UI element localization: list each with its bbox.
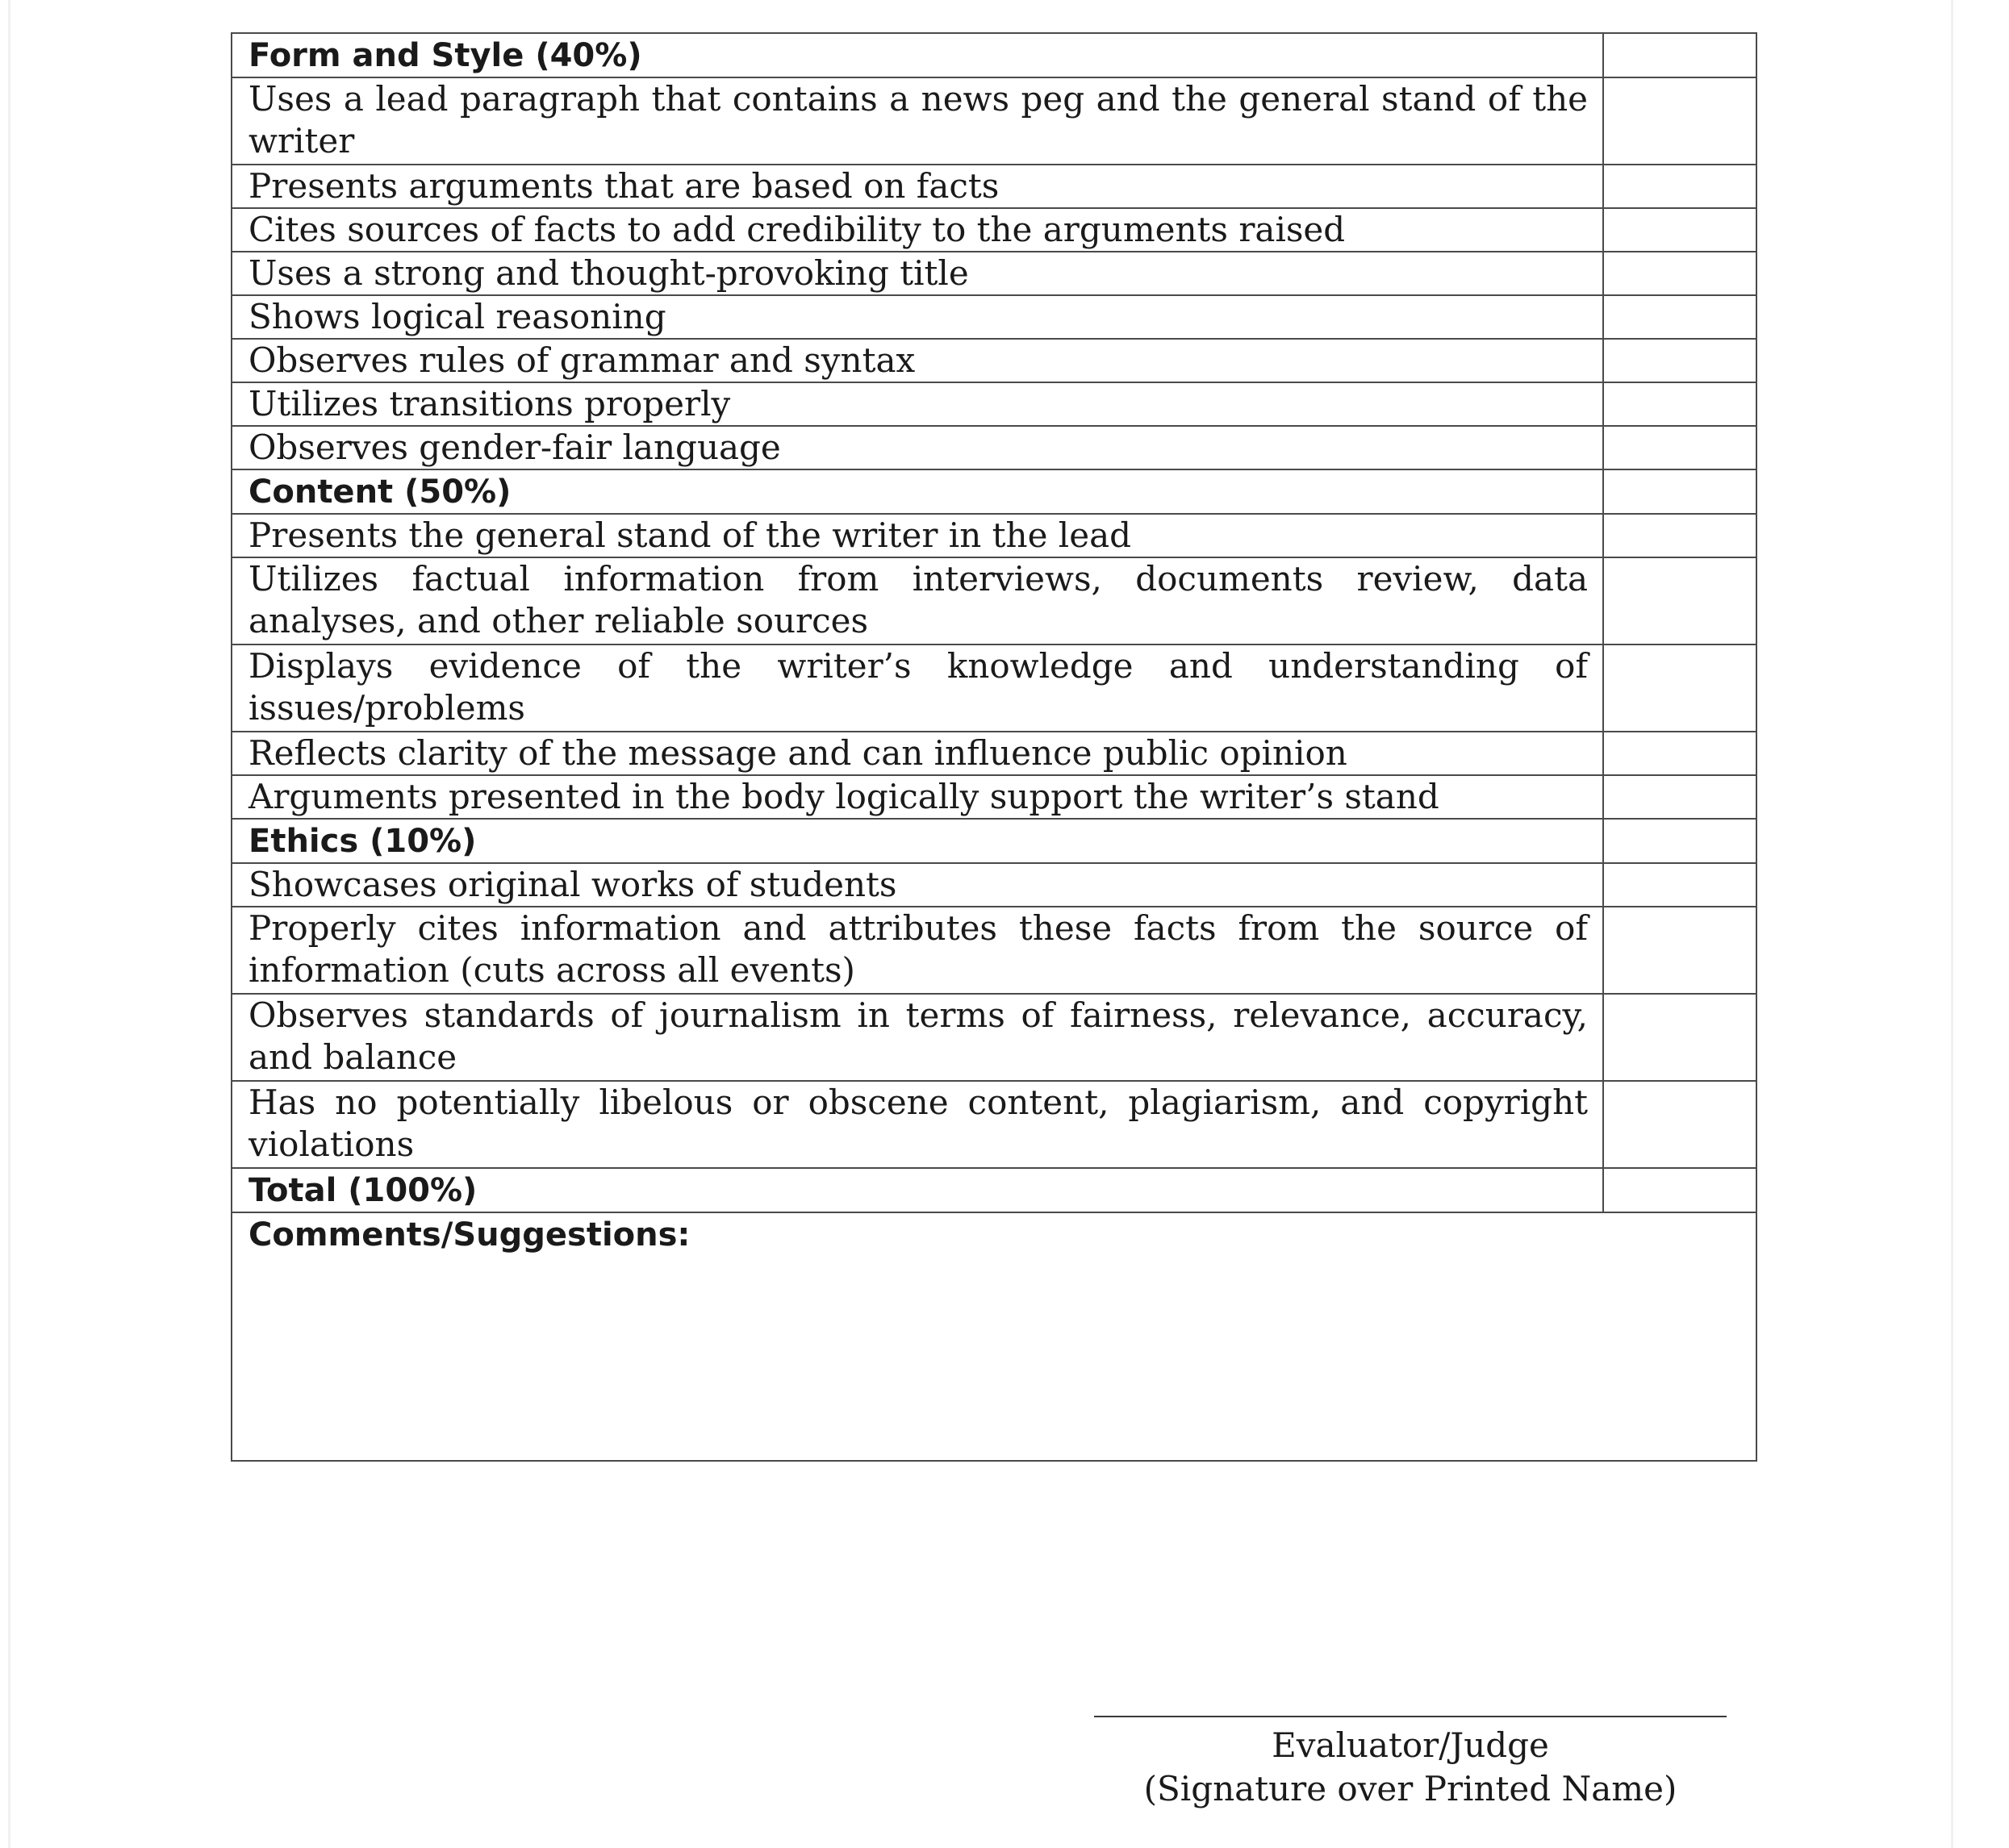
score-cell[interactable] bbox=[1603, 645, 1756, 732]
criterion-text: Reflects clarity of the message and can influence public opinion bbox=[232, 732, 1603, 775]
total-score-cell[interactable] bbox=[1603, 1168, 1756, 1212]
signature-block bbox=[1094, 1716, 1727, 1811]
score-cell[interactable] bbox=[1603, 863, 1756, 907]
criterion-row bbox=[232, 426, 1756, 469]
section-heading-row bbox=[232, 469, 1756, 514]
criterion-row bbox=[232, 775, 1756, 819]
score-cell[interactable] bbox=[1603, 994, 1756, 1081]
criterion-text: Uses a strong and thought-provoking title bbox=[232, 252, 1603, 295]
section-heading-row bbox=[232, 33, 1756, 77]
criterion-text: Showcases original works of students bbox=[232, 863, 1603, 907]
score-cell[interactable] bbox=[1603, 165, 1756, 208]
criterion-text: Utilizes factual information from interviews, documents review, data analyses, and other reliable sources bbox=[232, 557, 1603, 645]
criterion-text: Uses a lead paragraph that contains a news peg and the general stand of the writer bbox=[232, 77, 1603, 165]
score-cell[interactable] bbox=[1603, 775, 1756, 819]
score-cell[interactable] bbox=[1603, 732, 1756, 775]
criterion-row bbox=[232, 165, 1756, 208]
criterion-row bbox=[232, 339, 1756, 382]
rubric-table bbox=[231, 32, 1757, 1462]
criterion-text: Presents arguments that are based on facts bbox=[232, 165, 1603, 208]
criterion-row bbox=[232, 557, 1756, 645]
total-row bbox=[232, 1168, 1756, 1212]
criterion-row bbox=[232, 382, 1756, 426]
score-cell[interactable] bbox=[1603, 557, 1756, 645]
signature-line[interactable] bbox=[1094, 1716, 1727, 1717]
criterion-text: Has no potentially libelous or obscene content, plagiarism, and copyright violations bbox=[232, 1081, 1603, 1168]
section-heading-row bbox=[232, 819, 1756, 863]
signature-role: Evaluator/Judge bbox=[1272, 1725, 1549, 1765]
criterion-row bbox=[232, 732, 1756, 775]
criterion-text: Presents the general stand of the writer in the lead bbox=[232, 514, 1603, 557]
score-cell[interactable] bbox=[1603, 382, 1756, 426]
criterion-text: Observes rules of grammar and syntax bbox=[232, 339, 1603, 382]
criterion-text: Observes gender-fair language bbox=[232, 426, 1603, 469]
score-cell[interactable] bbox=[1603, 907, 1756, 994]
comments-row bbox=[232, 1212, 1756, 1461]
score-cell[interactable] bbox=[1603, 819, 1756, 863]
criterion-row bbox=[232, 645, 1756, 732]
criterion-row bbox=[232, 1081, 1756, 1168]
score-cell[interactable] bbox=[1603, 252, 1756, 295]
criterion-row bbox=[232, 994, 1756, 1081]
criterion-text: Properly cites information and attributes these facts from the source of information (cuts across all events) bbox=[232, 907, 1603, 994]
total-label-cell: Total (100%) bbox=[232, 1168, 1603, 1212]
score-cell[interactable] bbox=[1603, 469, 1756, 514]
criterion-row bbox=[232, 863, 1756, 907]
comments-box[interactable] bbox=[232, 1212, 1756, 1461]
criterion-text: Cites sources of facts to add credibility to the arguments raised bbox=[232, 208, 1603, 252]
criterion-row bbox=[232, 252, 1756, 295]
score-cell[interactable] bbox=[1603, 77, 1756, 165]
score-cell[interactable] bbox=[1603, 1081, 1756, 1168]
criterion-text: Utilizes transitions properly bbox=[232, 382, 1603, 426]
criterion-text: Arguments presented in the body logically support the writer’s stand bbox=[232, 775, 1603, 819]
comments-label: Comments/Suggestions: bbox=[249, 1216, 691, 1254]
criterion-row bbox=[232, 514, 1756, 557]
criterion-row bbox=[232, 295, 1756, 339]
score-cell[interactable] bbox=[1603, 33, 1756, 77]
page-edge-left bbox=[8, 0, 10, 1848]
score-cell[interactable] bbox=[1603, 426, 1756, 469]
page-edge-right bbox=[1951, 0, 1953, 1848]
score-cell[interactable] bbox=[1603, 295, 1756, 339]
criterion-text: Displays evidence of the writer’s knowledge and understanding of issues/problems bbox=[232, 645, 1603, 732]
criterion-row bbox=[232, 77, 1756, 165]
criterion-row bbox=[232, 208, 1756, 252]
criterion-text: Shows logical reasoning bbox=[232, 295, 1603, 339]
section-heading-ethics: Ethics (10%) bbox=[232, 819, 1603, 863]
signature-caption: (Signature over Printed Name) bbox=[1143, 1769, 1677, 1808]
criterion-row bbox=[232, 907, 1756, 994]
section-heading-form-style: Form and Style (40%) bbox=[232, 33, 1603, 77]
score-cell[interactable] bbox=[1603, 339, 1756, 382]
score-cell[interactable] bbox=[1603, 208, 1756, 252]
score-cell[interactable] bbox=[1603, 514, 1756, 557]
section-heading-content: Content (50%) bbox=[232, 469, 1603, 514]
criterion-text: Observes standards of journalism in terms of fairness, relevance, accuracy, and balance bbox=[232, 994, 1603, 1081]
